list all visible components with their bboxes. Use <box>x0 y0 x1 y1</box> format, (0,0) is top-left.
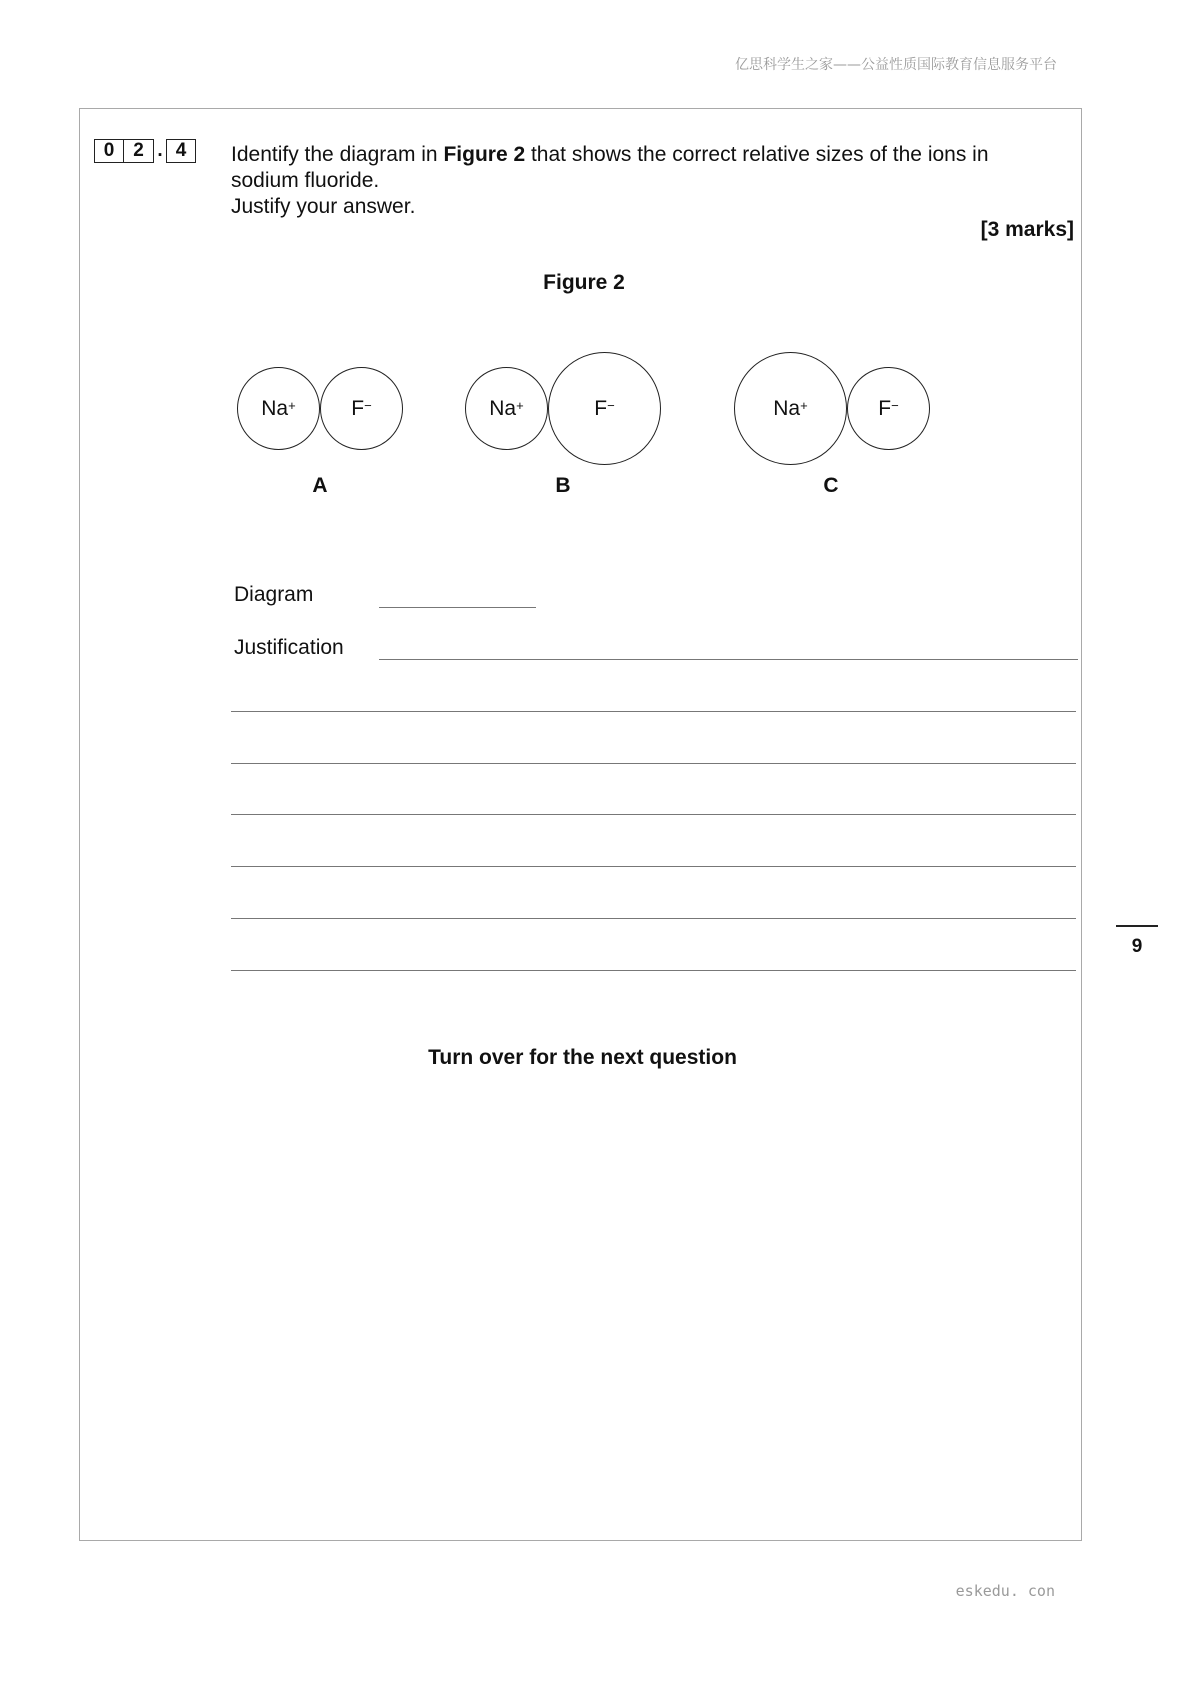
answer-line[interactable] <box>231 814 1076 815</box>
marks: [3 marks] <box>980 218 1074 241</box>
page-frame <box>79 108 1082 1541</box>
question-number <box>94 139 196 163</box>
question-number-digit: 4 <box>166 139 196 163</box>
diagram-b-f-ion: F − <box>548 352 661 465</box>
justification-answer-line[interactable] <box>379 659 1078 660</box>
question-text: Identify the diagram in Figure 2 that shows the correct relative sizes of the ions in sodium fluoride. Justify your answer. <box>231 143 989 218</box>
margin-total-rule <box>1116 925 1158 927</box>
diagram-field-label: Diagram <box>234 583 314 606</box>
diagram-c-na-ion: Na + <box>734 352 847 465</box>
diagram-c-label: C <box>823 474 839 497</box>
diagram-b-na-ion: Na + <box>465 367 548 450</box>
diagram-a-f-ion: F − <box>320 367 403 450</box>
figure-reference: Figure 2 <box>443 143 526 166</box>
diagram-a-label: A <box>312 474 328 497</box>
margin-total: 9 <box>1131 936 1143 957</box>
figure-title: Figure 2 <box>543 271 625 294</box>
justification-field-label: Justification <box>234 636 344 659</box>
turn-over-instruction: Turn over for the next question <box>428 1046 737 1069</box>
answer-line[interactable] <box>231 918 1076 919</box>
question-number-digit: 0 <box>94 139 124 163</box>
diagram-answer-line[interactable] <box>379 607 536 608</box>
question-number-separator: . <box>157 140 163 161</box>
question-number-digit: 2 <box>124 139 154 163</box>
watermark-top: 亿思科学生之家——公益性质国际教育信息服务平台 <box>735 57 1057 73</box>
watermark-bottom: eskedu. con <box>955 1582 1055 1600</box>
answer-line[interactable] <box>231 763 1076 764</box>
answer-line[interactable] <box>231 711 1076 712</box>
diagram-c-f-ion: F − <box>847 367 930 450</box>
diagram-a-na-ion: Na + <box>237 367 320 450</box>
answer-line[interactable] <box>231 970 1076 971</box>
diagram-b-label: B <box>555 474 571 497</box>
answer-line[interactable] <box>231 866 1076 867</box>
